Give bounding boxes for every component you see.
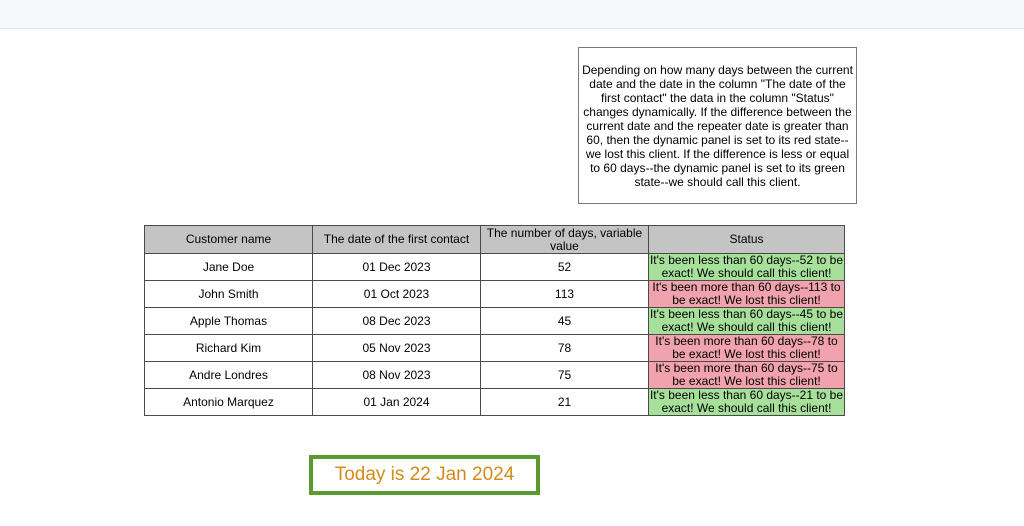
description-note-text: Depending on how many days between the current date and the date in the column "The date of the first contact" the data in the column "Status" changes dynamically. If the difference between the current date and the repeater date is greater than 60, then the dynamic panel is set to its red state--we lost this client. If the difference is less or equal to 60 days--the dynamic panel is set to its green state--we should call this client. xyxy=(582,62,853,189)
cell-number-of-days: 21 xyxy=(481,389,649,416)
browser-top-bar xyxy=(0,0,1024,29)
cell-first-contact-date: 05 Nov 2023 xyxy=(313,335,481,362)
table-row xyxy=(145,362,845,389)
status-panel: It's been more than 60 days--75 to be exact! We lost this client! xyxy=(649,362,845,389)
cell-number-of-days: 113 xyxy=(481,281,649,308)
today-date-box xyxy=(309,455,540,495)
table-row xyxy=(145,281,845,308)
table-row xyxy=(145,389,845,416)
cell-customer-name: Andre Londres xyxy=(145,362,313,389)
cell-number-of-days: 52 xyxy=(481,254,649,281)
cell-first-contact-date: 01 Oct 2023 xyxy=(313,281,481,308)
cell-customer-name: Jane Doe xyxy=(145,254,313,281)
table-header-row xyxy=(145,226,845,254)
status-panel: It's been less than 60 days--45 to be exact! We should call this client! xyxy=(649,307,844,334)
today-date-label: Today is 22 Jan 2024 xyxy=(334,464,515,485)
status-panel: It's been less than 60 days--52 to be exact! We should call this client! xyxy=(649,253,844,280)
table-row xyxy=(145,308,845,335)
header-status: Status xyxy=(649,226,845,254)
cell-number-of-days: 78 xyxy=(481,335,649,362)
cell-first-contact-date: 01 Jan 2024 xyxy=(313,389,481,416)
status-panel: It's been more than 60 days--78 to be exact! We lost this client! xyxy=(649,335,845,362)
status-panel: It's been more than 60 days--113 to be exact! We lost this client! xyxy=(649,281,845,308)
header-first-contact-date: The date of the first contact xyxy=(313,226,481,254)
cell-first-contact-date: 01 Dec 2023 xyxy=(313,254,481,281)
cell-customer-name: John Smith xyxy=(145,281,313,308)
cell-number-of-days: 75 xyxy=(481,362,649,389)
cell-first-contact-date: 08 Dec 2023 xyxy=(313,308,481,335)
cell-customer-name: Richard Kim xyxy=(145,335,313,362)
header-number-of-days: The number of days, variable value xyxy=(481,226,649,254)
description-note xyxy=(578,47,857,204)
customers-table xyxy=(144,225,845,416)
table-row xyxy=(145,254,845,281)
cell-first-contact-date: 08 Nov 2023 xyxy=(313,362,481,389)
table-row xyxy=(145,335,845,362)
status-panel: It's been less than 60 days--21 to be exact! We should call this client! xyxy=(649,388,844,415)
cell-number-of-days: 45 xyxy=(481,308,649,335)
cell-customer-name: Apple Thomas xyxy=(145,308,313,335)
header-customer-name: Customer name xyxy=(145,226,313,254)
cell-customer-name: Antonio Marquez xyxy=(145,389,313,416)
